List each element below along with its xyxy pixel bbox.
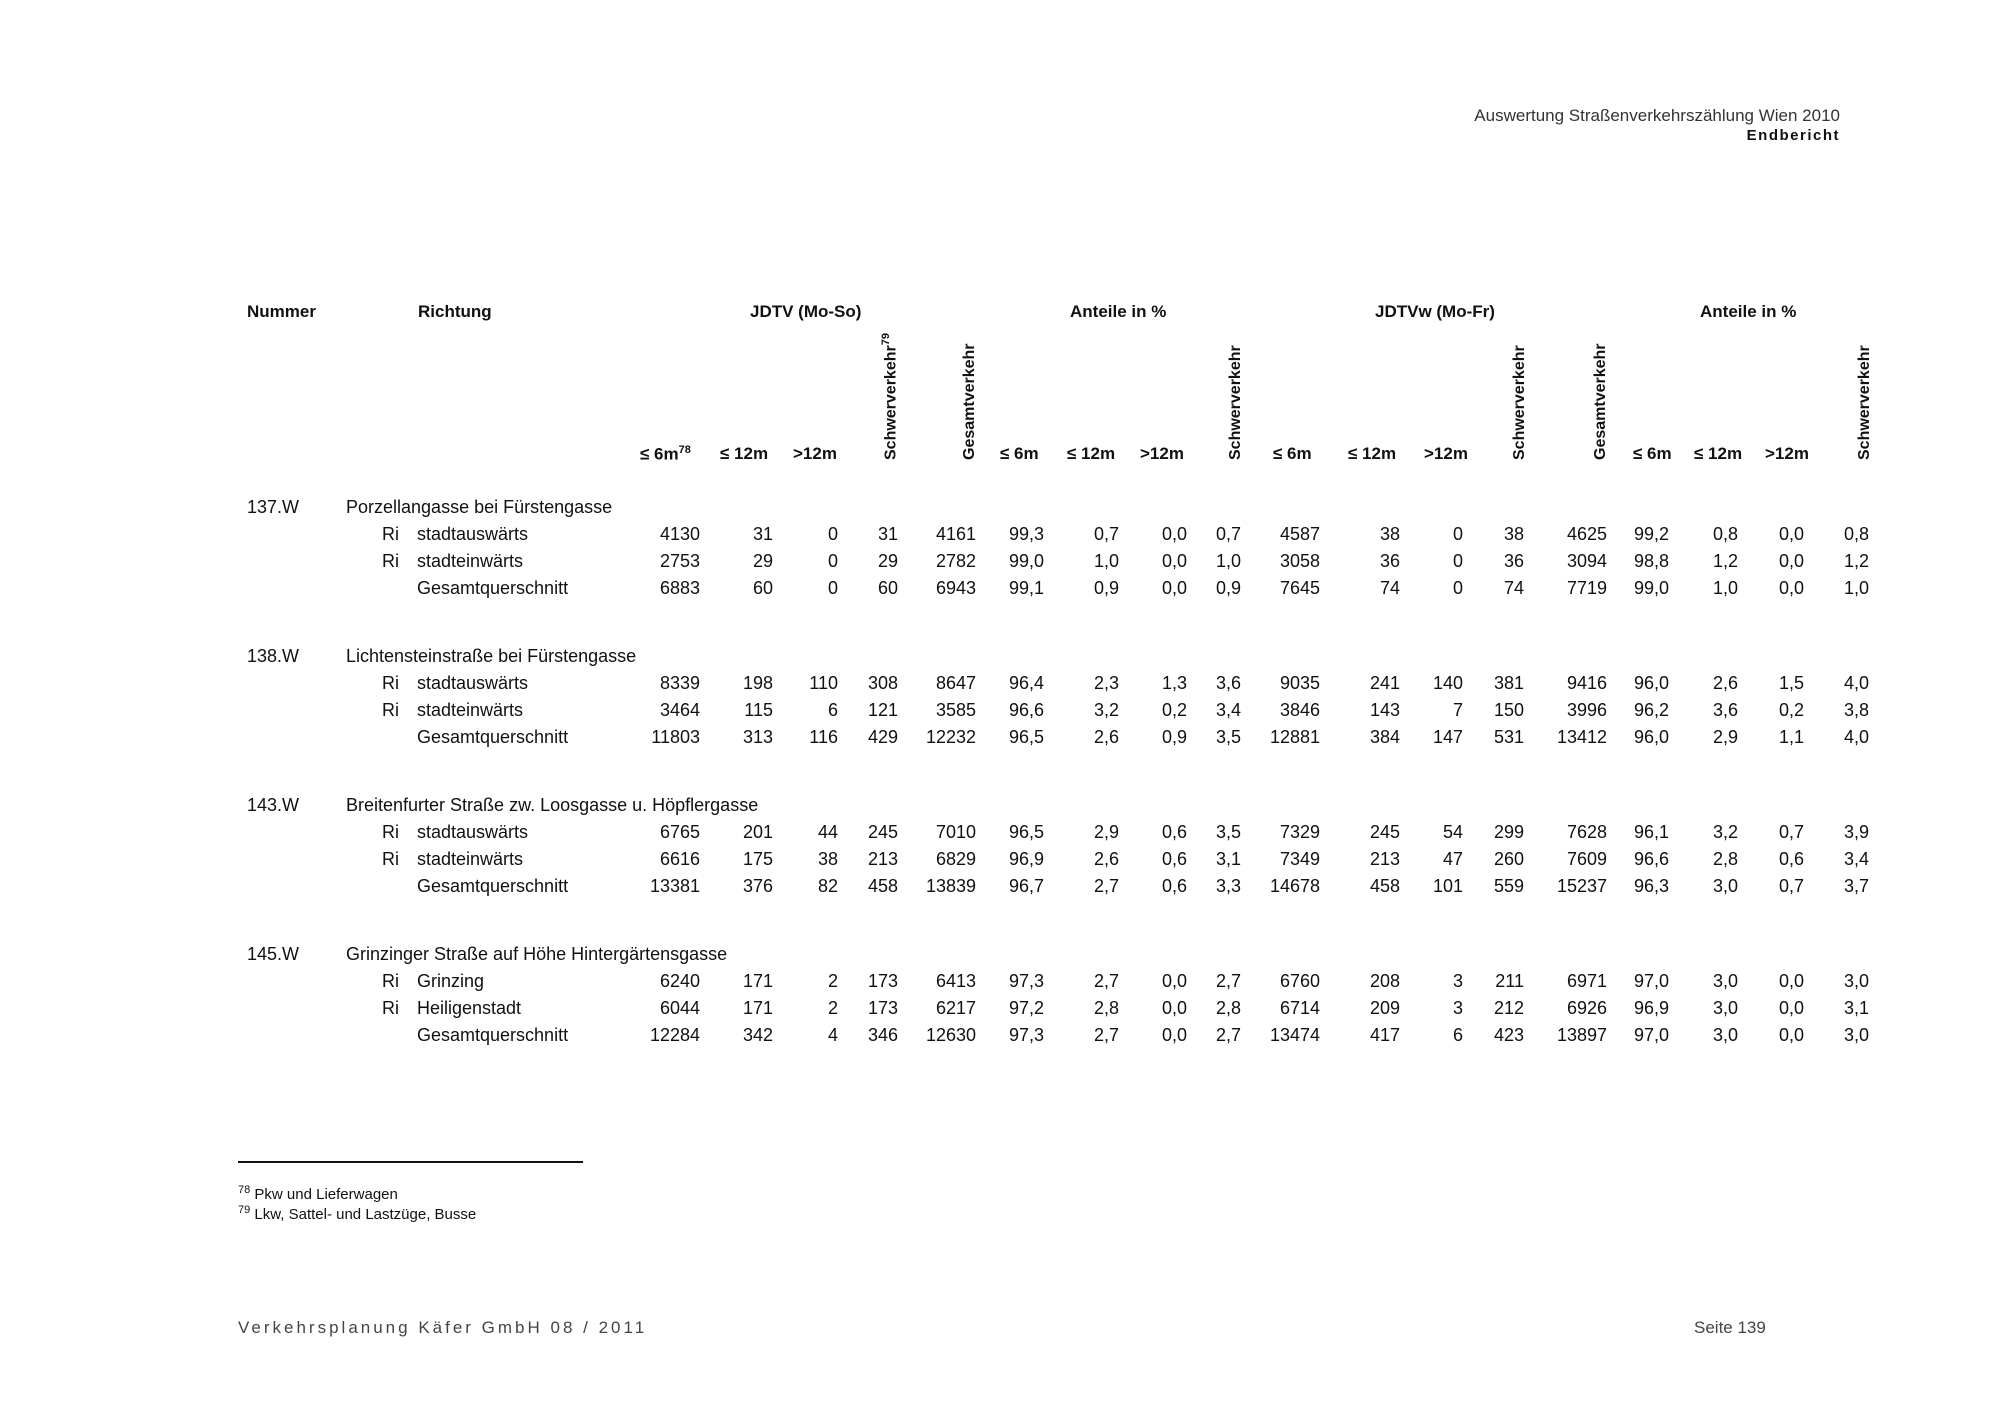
column-header-jdtvw: JDTVw (Mo-Fr) (1375, 302, 1495, 321)
vertical-header-label: Gesamtverkehr (961, 343, 978, 460)
table-cell: 13897 (1556, 1025, 1607, 1045)
table-cell: 9416 (1566, 673, 1607, 693)
table-cell: 3,6 (1215, 673, 1241, 693)
section-number: 143.W (247, 795, 300, 815)
table-cell: 96,1 (1633, 822, 1669, 842)
table-cell: 7719 (1566, 578, 1607, 598)
table-cell: 97,3 (1008, 1025, 1044, 1045)
table-cell: 0,6 (1161, 849, 1187, 869)
table-cell: 208 (1369, 971, 1400, 991)
subheader-label: ≤ 6m (640, 444, 679, 464)
subheader-label: ≤ 12m (720, 444, 769, 463)
table-cell: 0,2 (1161, 700, 1187, 720)
table-cell: 96,6 (1633, 849, 1669, 869)
table-cell: 3,0 (1712, 971, 1738, 991)
table-cell: 4 (827, 1025, 838, 1045)
table-cell: 376 (742, 876, 773, 896)
table-cell: 1,0 (1215, 551, 1241, 571)
table-cell: 115 (744, 700, 773, 720)
table-cell: 96,2 (1633, 700, 1669, 720)
table-cell: 29 (752, 551, 773, 571)
row-direction-prefix: Ri (382, 822, 399, 842)
table-cell: 4625 (1566, 524, 1607, 544)
table-cell: 1,2 (1712, 551, 1738, 571)
footnote-text: Pkw und Lieferwagen (254, 1186, 398, 1203)
table-cell: 97,0 (1633, 1025, 1669, 1045)
table-cell: 3,2 (1093, 700, 1119, 720)
table-cell: 173 (867, 998, 898, 1018)
table-cell: 346 (867, 1025, 898, 1045)
table-cell: 96,3 (1633, 876, 1669, 896)
subheader-le6m (1633, 444, 1672, 464)
row-label: stadteinwärts (417, 849, 524, 869)
table-cell: 6943 (935, 578, 976, 598)
section-number: 137.W (247, 497, 300, 517)
column-header-richtung: Richtung (418, 302, 492, 321)
table-cell: 99,1 (1008, 578, 1044, 598)
table-cell: 1,5 (1778, 673, 1804, 693)
table-cell: 1,0 (1712, 578, 1738, 598)
report-title: Auswertung Straßenverkehrszählung Wien 2010 (1474, 106, 1840, 125)
table-cell: 458 (867, 876, 898, 896)
table-cell: 3094 (1566, 551, 1607, 571)
table-cell: 3585 (935, 700, 976, 720)
row-label: Gesamtquerschnitt (417, 876, 569, 896)
table-cell: 143 (1369, 700, 1400, 720)
table-cell: 96,0 (1633, 673, 1669, 693)
table-cell: 96,9 (1633, 998, 1669, 1018)
table-cell: 6883 (659, 578, 700, 598)
table-cell: 0,0 (1778, 1025, 1804, 1045)
table-cell: 299 (1493, 822, 1524, 842)
vertical-header-label: Schwerverkehr (1227, 345, 1244, 460)
subheader-label: ≤ 12m (1067, 444, 1116, 463)
vertical-header-schwer (1511, 345, 1529, 460)
table-cell: 173 (867, 971, 898, 991)
table-cell: 7010 (935, 822, 976, 842)
table-cell: 0,7 (1093, 524, 1119, 544)
table-cell: 0,9 (1161, 727, 1187, 747)
table-cell: 98,8 (1633, 551, 1669, 571)
table-cell: 3,4 (1215, 700, 1241, 720)
table-cell: 3 (1452, 998, 1463, 1018)
table-cell: 2 (827, 971, 838, 991)
table-cell: 4,0 (1843, 727, 1869, 747)
vertical-header-schwer (1856, 345, 1874, 460)
vertical-header-label: Schwerverkehr (882, 345, 900, 460)
table-cell: 2,9 (1093, 822, 1119, 842)
table-cell: 3,1 (1843, 998, 1869, 1018)
table-cell: 213 (867, 849, 898, 869)
table-cell: 13381 (649, 876, 700, 896)
vertical-header-label: Gesamtverkehr (1592, 343, 1609, 460)
table-cell: 2,6 (1093, 849, 1119, 869)
row-label: Gesamtquerschnitt (417, 1025, 569, 1045)
table-cell: 29 (877, 551, 898, 571)
table-cell: 241 (1369, 673, 1400, 693)
table-cell: 96,6 (1008, 700, 1044, 720)
table-cell: 7349 (1279, 849, 1320, 869)
table-cell: 6765 (659, 822, 700, 842)
table-cell: 12630 (925, 1025, 976, 1045)
table-cell: 6760 (1279, 971, 1320, 991)
table-cell: 0 (827, 551, 838, 571)
table-cell: 12232 (925, 727, 976, 747)
table-cell: 31 (752, 524, 773, 544)
subheader-gt12m (1424, 444, 1468, 464)
table-cell: 3996 (1566, 700, 1607, 720)
row-direction-prefix: Ri (382, 524, 399, 544)
subheader-le12m (1694, 444, 1742, 464)
table-cell: 2782 (935, 551, 976, 571)
table-cell: 97,0 (1633, 971, 1669, 991)
subheader-label: >12m (1424, 444, 1468, 463)
row-direction-prefix: Ri (382, 673, 399, 693)
table-cell: 423 (1493, 1025, 1524, 1045)
table-cell: 3846 (1279, 700, 1320, 720)
table-cell: 54 (1442, 822, 1463, 842)
table-cell: 429 (867, 727, 898, 747)
footnote-text: Lkw, Sattel- und Lastzüge, Busse (254, 1206, 477, 1223)
table-cell: 342 (742, 1025, 773, 1045)
table-cell: 0,2 (1778, 700, 1804, 720)
table-cell: 13474 (1269, 1025, 1320, 1045)
table-cell: 0,0 (1778, 524, 1804, 544)
table-cell: 213 (1369, 849, 1400, 869)
column-header-nummer: Nummer (247, 302, 316, 321)
section-number: 145.W (247, 944, 300, 964)
subheader-le12m (720, 444, 768, 464)
table-cell: 171 (742, 998, 773, 1018)
table-cell: 1,1 (1778, 727, 1804, 747)
table-cell: 245 (867, 822, 898, 842)
vertical-header-label: Schwerverkehr (1856, 345, 1873, 460)
subheader-label: ≤ 12m (1694, 444, 1743, 463)
table-cell: 0,0 (1161, 998, 1187, 1018)
footnote-ref: 79 (880, 333, 892, 346)
table-cell: 14678 (1269, 876, 1320, 896)
table-cell: 38 (817, 849, 838, 869)
row-label: Gesamtquerschnitt (417, 727, 569, 747)
table-cell: 7628 (1566, 822, 1607, 842)
subheader-label: >12m (1765, 444, 1809, 463)
table-cell: 1,3 (1161, 673, 1187, 693)
table-cell: 3464 (659, 700, 700, 720)
subheader-le6m (1000, 444, 1039, 464)
table-cell: 0 (1452, 524, 1463, 544)
table-cell: 260 (1493, 849, 1524, 869)
section-location: Porzellangasse bei Fürstengasse (346, 497, 613, 517)
table-cell: 3,7 (1843, 876, 1869, 896)
table-cell: 0 (1452, 551, 1463, 571)
table-cell: 2753 (659, 551, 700, 571)
table-cell: 0,7 (1215, 524, 1241, 544)
table-cell: 96,4 (1008, 673, 1044, 693)
report-subtitle: Endbericht (1746, 127, 1840, 144)
table-cell: 3,0 (1843, 1025, 1869, 1045)
table-cell: 2,7 (1093, 876, 1119, 896)
footnote-79 (238, 1204, 476, 1223)
vertical-header-label: Schwerverkehr (1511, 345, 1528, 460)
table-cell: 0,0 (1778, 971, 1804, 991)
table-cell: 2,7 (1093, 1025, 1119, 1045)
table-cell: 209 (1369, 998, 1400, 1018)
table-cell: 6217 (935, 998, 976, 1018)
table-cell: 3,0 (1712, 1025, 1738, 1045)
row-direction-prefix: Ri (382, 849, 399, 869)
subheader-le12m (1067, 444, 1115, 464)
table-cell: 12881 (1269, 727, 1320, 747)
table-cell: 15237 (1556, 876, 1607, 896)
table-cell: 7 (1452, 700, 1463, 720)
table-cell: 3,0 (1712, 876, 1738, 896)
table-cell: 99,0 (1008, 551, 1044, 571)
subheader-gt12m (1140, 444, 1184, 464)
table-cell: 6240 (659, 971, 700, 991)
table-cell: 0,7 (1778, 876, 1804, 896)
table-cell: 2,7 (1215, 1025, 1241, 1045)
table-cell: 2,6 (1712, 673, 1738, 693)
row-label: stadtauswärts (417, 673, 529, 693)
table-cell: 101 (1432, 876, 1463, 896)
subheader-label: ≤ 6m (1000, 444, 1039, 463)
table-cell: 140 (1432, 673, 1463, 693)
table-cell: 6044 (659, 998, 700, 1018)
table-cell: 31 (877, 524, 898, 544)
table-cell: 99,0 (1633, 578, 1669, 598)
table-cell: 3,5 (1215, 822, 1241, 842)
table-cell: 198 (742, 673, 773, 693)
table-cell: 6829 (935, 849, 976, 869)
subheader-label: >12m (793, 444, 837, 463)
row-label: stadteinwärts (417, 551, 524, 571)
table-cell: 8647 (935, 673, 976, 693)
table-cell: 0,0 (1161, 578, 1187, 598)
table-cell: 96,5 (1008, 727, 1044, 747)
table-cell: 44 (817, 822, 838, 842)
table-cell: 458 (1369, 876, 1400, 896)
table-cell: 11803 (651, 727, 700, 747)
row-label: Gesamtquerschnitt (417, 578, 569, 598)
table-cell: 531 (1493, 727, 1524, 747)
table-cell: 2,8 (1215, 998, 1241, 1018)
table-cell: 3,5 (1215, 727, 1241, 747)
table-cell: 97,2 (1008, 998, 1044, 1018)
table-cell: 38 (1379, 524, 1400, 544)
vertical-header-gesamt (961, 343, 979, 460)
row-label: Grinzing (417, 971, 485, 991)
column-header-anteile-jdtvw: Anteile in % (1700, 302, 1797, 321)
row-direction-prefix: Ri (382, 971, 399, 991)
table-cell: 6714 (1279, 998, 1320, 1018)
footer-company: Verkehrsplanung Käfer GmbH 08 / 2011 (238, 1318, 648, 1337)
vertical-header-schwer (1227, 345, 1245, 460)
table-cell: 0,0 (1161, 1025, 1187, 1045)
table-cell: 96,0 (1633, 727, 1669, 747)
table-cell: 1,2 (1843, 551, 1869, 571)
table-cell: 2,8 (1093, 998, 1119, 1018)
row-label: stadtauswärts (417, 524, 529, 544)
subheader-label: ≤ 12m (1348, 444, 1397, 463)
table-cell: 82 (817, 876, 838, 896)
table-cell: 99,2 (1633, 524, 1669, 544)
table-cell: 175 (742, 849, 773, 869)
table-cell: 74 (1503, 578, 1524, 598)
table-cell: 150 (1493, 700, 1524, 720)
table-cell: 6971 (1566, 971, 1607, 991)
table-cell: 384 (1369, 727, 1400, 747)
table-cell: 0,8 (1843, 524, 1869, 544)
table-cell: 4587 (1279, 524, 1320, 544)
table-cell: 1,0 (1093, 551, 1119, 571)
table-cell: 0,6 (1161, 822, 1187, 842)
table-cell: 9035 (1279, 673, 1320, 693)
column-header-anteile-jdtv: Anteile in % (1070, 302, 1167, 321)
table-cell: 212 (1493, 998, 1524, 1018)
table-cell: 3,1 (1215, 849, 1241, 869)
table-cell: 2,7 (1093, 971, 1119, 991)
subheader-label: ≤ 6m (1273, 444, 1312, 463)
table-cell: 313 (742, 727, 773, 747)
table-cell: 7609 (1566, 849, 1607, 869)
table-cell: 171 (742, 971, 773, 991)
table-cell: 147 (1432, 727, 1463, 747)
table-cell: 0,0 (1161, 551, 1187, 571)
row-direction-prefix: Ri (382, 551, 399, 571)
table-cell: 12284 (649, 1025, 700, 1045)
subheader-label: >12m (1140, 444, 1184, 463)
vertical-header-gesamt (1592, 343, 1610, 460)
table-cell: 0 (827, 578, 838, 598)
table-cell: 13839 (925, 876, 976, 896)
table-cell: 96,9 (1008, 849, 1044, 869)
table-cell: 2,6 (1093, 727, 1119, 747)
table-cell: 0,9 (1215, 578, 1241, 598)
row-label: stadteinwärts (417, 700, 524, 720)
table-cell: 7645 (1279, 578, 1320, 598)
table-cell: 38 (1503, 524, 1524, 544)
subheader-le12m (1348, 444, 1396, 464)
table-cell: 7329 (1279, 822, 1320, 842)
table-cell: 3,0 (1843, 971, 1869, 991)
table-cell: 36 (1503, 551, 1524, 571)
table-cell: 3,3 (1215, 876, 1241, 896)
table-cell: 211 (1495, 971, 1524, 991)
table-cell: 13412 (1556, 727, 1607, 747)
table-cell: 3 (1452, 971, 1463, 991)
table-cell: 110 (809, 673, 838, 693)
table-cell: 2,9 (1712, 727, 1738, 747)
table-cell: 4161 (935, 524, 976, 544)
section-number: 138.W (247, 646, 300, 666)
row-direction-prefix: Ri (382, 998, 399, 1018)
table-cell: 0,0 (1161, 524, 1187, 544)
table-cell: 3,2 (1712, 822, 1738, 842)
table-cell: 2,8 (1712, 849, 1738, 869)
table-cell: 6616 (659, 849, 700, 869)
table-cell: 3,6 (1712, 700, 1738, 720)
table-cell: 2,7 (1215, 971, 1241, 991)
row-label: stadtauswärts (417, 822, 529, 842)
footnote-number: 78 (238, 1184, 251, 1196)
section-location: Breitenfurter Straße zw. Loosgasse u. Höpflergasse (346, 795, 759, 815)
table-cell: 4,0 (1843, 673, 1869, 693)
table-cell: 0,0 (1778, 998, 1804, 1018)
row-direction-prefix: Ri (382, 700, 399, 720)
table-cell: 0,8 (1712, 524, 1738, 544)
table-cell: 2,3 (1093, 673, 1119, 693)
table-cell: 8339 (659, 673, 700, 693)
table-cell: 0,0 (1778, 578, 1804, 598)
table-cell: 0 (1452, 578, 1463, 598)
table-cell: 96,5 (1008, 822, 1044, 842)
table-cell: 0,0 (1161, 971, 1187, 991)
table-cell: 2 (827, 998, 838, 1018)
subheader-le6m (640, 444, 691, 465)
footnote-divider (238, 1161, 583, 1163)
table-cell: 121 (867, 700, 898, 720)
table-cell: 308 (867, 673, 898, 693)
table-cell: 96,7 (1008, 876, 1044, 896)
row-label: Heiligenstadt (417, 998, 522, 1018)
table-cell: 417 (1369, 1025, 1400, 1045)
table-cell: 0 (827, 524, 838, 544)
table-cell: 0,6 (1161, 876, 1187, 896)
subheader-label: ≤ 6m (1633, 444, 1672, 463)
table-cell: 1,0 (1843, 578, 1869, 598)
column-header-jdtv: JDTV (Mo-So) (750, 302, 862, 321)
table-cell: 3058 (1279, 551, 1320, 571)
table-cell: 3,8 (1843, 700, 1869, 720)
table-cell: 116 (809, 727, 838, 747)
table-cell: 6413 (935, 971, 976, 991)
table-cell: 97,3 (1008, 971, 1044, 991)
table-cell: 245 (1369, 822, 1400, 842)
subheader-gt12m (1765, 444, 1809, 464)
table-cell: 0,6 (1778, 849, 1804, 869)
table-cell: 559 (1493, 876, 1524, 896)
table-cell: 6 (1452, 1025, 1463, 1045)
table-cell: 36 (1379, 551, 1400, 571)
vertical-header-schwer (880, 333, 900, 460)
footnote-ref: 78 (678, 444, 691, 456)
section-location: Grinzinger Straße auf Höhe Hintergärtensgasse (346, 944, 728, 964)
table-cell: 3,9 (1843, 822, 1869, 842)
table-cell: 0,7 (1778, 822, 1804, 842)
footnote-number: 79 (238, 1204, 251, 1216)
subheader-gt12m (793, 444, 837, 464)
subheader-le6m (1273, 444, 1312, 464)
table-cell: 201 (742, 822, 773, 842)
section-location: Lichtensteinstraße bei Fürstengasse (346, 646, 637, 666)
table-cell: 4130 (659, 524, 700, 544)
table-cell: 99,3 (1008, 524, 1044, 544)
table-cell: 6926 (1566, 998, 1607, 1018)
table-cell: 60 (877, 578, 898, 598)
page-number: Seite 139 (1694, 1318, 1766, 1337)
table-cell: 381 (1493, 673, 1524, 693)
table-cell: 0,0 (1778, 551, 1804, 571)
table-cell: 74 (1379, 578, 1400, 598)
table-cell: 60 (752, 578, 773, 598)
table-cell: 3,0 (1712, 998, 1738, 1018)
footnote-78 (238, 1184, 398, 1203)
table-cell: 3,4 (1843, 849, 1869, 869)
table-cell: 0,9 (1093, 578, 1119, 598)
table-cell: 6 (827, 700, 838, 720)
table-cell: 47 (1442, 849, 1463, 869)
